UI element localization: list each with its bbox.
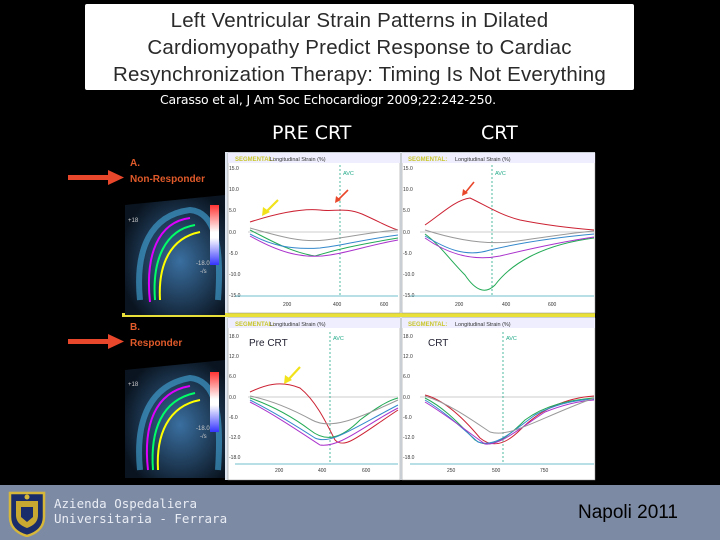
xtick-a-pre-2: 600 <box>380 302 389 308</box>
institution-line-1: Azienda Ospedaliera <box>54 496 197 511</box>
strain-header-a-pre: SEGMENTAL: <box>235 157 275 163</box>
ytick-a-pre-6: -15.0 <box>229 293 241 299</box>
echo-b-label-top: +18 <box>128 382 139 388</box>
ytick-b-pre-3: 0.0 <box>229 395 236 401</box>
pre-crt-plot-label: Pre CRT <box>249 338 288 349</box>
ytick-b-pre-6: -18.0 <box>229 455 241 461</box>
pre-crt-header: PRE CRT <box>272 122 352 144</box>
avc-label-b-crt: AVC <box>506 336 517 342</box>
ytick-a-pre-2: 5.0 <box>229 208 236 214</box>
xtick-b-crt-2: 750 <box>540 468 549 474</box>
strain-subtitle-a-crt: Longitudinal Strain (%) <box>455 157 511 163</box>
title-box <box>85 4 634 90</box>
xtick-b-pre-1: 400 <box>318 468 327 474</box>
panel-b-label: Responder <box>130 338 183 349</box>
xtick-a-pre-1: 400 <box>333 302 342 308</box>
xtick-b-pre-0: 200 <box>275 468 284 474</box>
ytick-b-pre-2: 6.0 <box>229 374 236 380</box>
strain-header-b-pre: SEGMENTAL: <box>235 322 275 328</box>
xtick-a-pre-0: 200 <box>283 302 292 308</box>
strain-plot-a-crt <box>402 153 595 313</box>
title-line-1: Left Ventricular Strain Patterns in Dilated <box>170 9 549 32</box>
echo-a-label-mid: -18.0 <box>196 261 210 267</box>
ytick-b-crt-1: 12.0 <box>403 354 413 360</box>
red-arrow-a <box>68 170 124 185</box>
xtick-b-pre-2: 600 <box>362 468 371 474</box>
panel-b-letter: B. <box>130 322 140 333</box>
xtick-a-crt-2: 600 <box>548 302 557 308</box>
avc-label-b-pre: AVC <box>333 336 344 342</box>
ytick-b-crt-4: -6.0 <box>403 415 412 421</box>
avc-label-a-pre: AVC <box>343 171 354 177</box>
footer-bar <box>0 485 720 540</box>
ytick-a-pre-4: -5.0 <box>229 251 238 257</box>
strain-plot-b-pre <box>228 318 400 480</box>
strain-subtitle-b-pre: Longitudinal Strain (%) <box>270 322 326 328</box>
ytick-a-crt-3: 0.0 <box>403 230 410 236</box>
title-line-2: Cardiomyopathy Predict Response to Cardiac <box>147 36 572 59</box>
ytick-b-crt-5: -12.0 <box>403 435 415 441</box>
xtick-b-crt-0: 250 <box>447 468 456 474</box>
ytick-a-crt-2: 5.0 <box>403 208 410 214</box>
ytick-a-pre-3: 0.0 <box>229 230 236 236</box>
xtick-a-crt-1: 400 <box>502 302 511 308</box>
ytick-a-pre-0: 15.0 <box>229 166 239 172</box>
ytick-a-crt-1: 10.0 <box>403 187 413 193</box>
ytick-b-pre-5: -12.0 <box>229 435 241 441</box>
strain-header-a-crt: SEGMENTAL: <box>408 157 448 163</box>
crest-logo <box>6 489 48 537</box>
ytick-a-pre-5: -10.0 <box>229 272 241 278</box>
echo-image-a <box>125 195 225 315</box>
avc-label-a-crt: AVC <box>495 171 506 177</box>
echo-b-label-mid: -18.0 <box>196 426 210 432</box>
xtick-a-crt-0: 200 <box>455 302 464 308</box>
ytick-b-pre-4: -6.0 <box>229 415 238 421</box>
xtick-b-crt-1: 500 <box>492 468 501 474</box>
institution-name <box>54 496 227 526</box>
citation: Carasso et al, J Am Soc Echocardiogr 2009;22:242-250. <box>160 92 496 107</box>
ytick-b-pre-1: 12.0 <box>229 354 239 360</box>
ytick-a-crt-6: -15.0 <box>403 293 415 299</box>
panel-a-letter: A. <box>130 158 140 169</box>
ytick-b-pre-0: 18.0 <box>229 334 239 340</box>
crt-header: CRT <box>481 122 518 144</box>
ytick-a-crt-0: 15.0 <box>403 166 413 172</box>
echo-a-label-top: +18 <box>128 218 139 224</box>
strain-subtitle-b-crt: Longitudinal Strain (%) <box>455 322 511 328</box>
title-line-3: Resynchronization Therapy: Timing Is Not Everything <box>113 63 606 86</box>
location-year: Napoli 2011 <box>578 502 679 523</box>
panel-a-label: Non-Responder <box>130 174 205 185</box>
strain-subtitle-a-pre: Longitudinal Strain (%) <box>270 157 326 163</box>
strain-plot-a-pre <box>228 153 400 313</box>
ytick-b-crt-2: 6.0 <box>403 374 410 380</box>
institution-line-2: Universitaria - Ferrara <box>54 511 228 526</box>
strain-plot-b-crt <box>402 318 595 480</box>
ytick-a-crt-5: -10.0 <box>403 272 415 278</box>
ytick-b-crt-3: 0.0 <box>403 395 410 401</box>
ytick-b-crt-0: 18.0 <box>403 334 413 340</box>
strain-header-b-crt: SEGMENTAL: <box>408 322 448 328</box>
strain-figure <box>0 150 720 485</box>
crt-plot-label: CRT <box>428 338 449 349</box>
echo-b-label-bot: -/s <box>200 434 207 440</box>
ytick-a-crt-4: -5.0 <box>403 251 412 257</box>
echo-a-label-bot: -/s <box>200 269 207 275</box>
red-arrow-b <box>68 334 124 349</box>
echo-image-b <box>125 360 225 478</box>
ytick-a-pre-1: 10.0 <box>229 187 239 193</box>
ytick-b-crt-6: -18.0 <box>403 455 415 461</box>
